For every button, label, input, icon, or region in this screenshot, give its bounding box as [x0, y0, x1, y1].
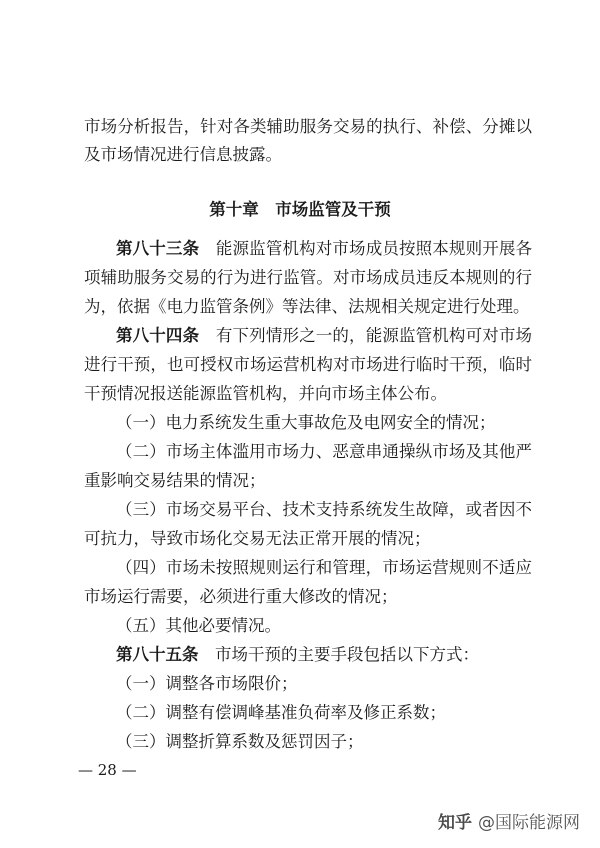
item-1: （一）电力系统发生重大事故危及电网安全的情况； — [116, 413, 496, 432]
watermark — [438, 812, 580, 834]
item-3-line-2: 可抗力，导致市场化交易无法正常开展的情况； — [84, 529, 431, 548]
item-4-line-1: （四）市场未按照规则运行和管理，市场运营规则不适应 — [116, 558, 532, 577]
article-84-line-1 — [116, 326, 532, 346]
article-85-line-1 — [116, 645, 532, 665]
chapter-title: 第十章 市场监管及干预 — [209, 200, 391, 219]
article-label: 第八十五条 — [116, 645, 199, 664]
paragraph-line: 及市场情况进行信息披露。 — [84, 145, 282, 164]
article-83-line-2: 项辅助服务交易的行为进行监管。对市场成员违反本规则的行 — [84, 268, 532, 287]
measure-2: （二）调整有偿调峰基准负荷率及修正系数； — [116, 703, 446, 722]
item-2-line-1: （二）市场主体滥用市场力、恶意串通操纵市场及其他严 — [116, 442, 532, 461]
article-label: 第八十三条 — [116, 239, 200, 258]
article-text: 有下列情形之一的，能源监管机构可对市场 — [199, 326, 533, 345]
watermark-author: @国际能源网 — [478, 813, 580, 833]
item-3-line-1: （三）市场交易平台、技术支持系统发生故障，或者因不 — [116, 500, 532, 519]
page-number: — 28 — — [78, 761, 137, 779]
watermark-site: 知乎 — [438, 813, 472, 833]
article-text: 能源监管机构对市场成员按照本规则开展各 — [199, 239, 533, 258]
article-83-line-1 — [116, 239, 532, 259]
paragraph-line: 市场分析报告，针对各类辅助服务交易的执行、补偿、分摊以 — [84, 117, 532, 136]
measure-3: （三）调整折算系数及惩罚因子； — [116, 732, 364, 751]
article-84-line-3: 干预情况报送能源监管机构，并向市场主体公布。 — [84, 384, 447, 403]
article-label: 第八十四条 — [116, 326, 200, 345]
measure-1: （一）调整各市场限价； — [116, 674, 298, 693]
article-83-line-3: 为，依据《电力监管条例》等法律、法规相关规定进行处理。 — [84, 297, 530, 316]
article-84-line-2: 进行干预，也可授权市场运营机构对市场进行临时干预，临时 — [84, 355, 532, 374]
item-2-line-2: 重影响交易结果的情况； — [84, 471, 266, 490]
item-4-line-2: 市场运行需要，必须进行重大修改的情况； — [84, 587, 398, 606]
article-text: 市场干预的主要手段包括以下方式： — [198, 645, 479, 664]
item-5: （五）其他必要情况。 — [116, 616, 281, 635]
